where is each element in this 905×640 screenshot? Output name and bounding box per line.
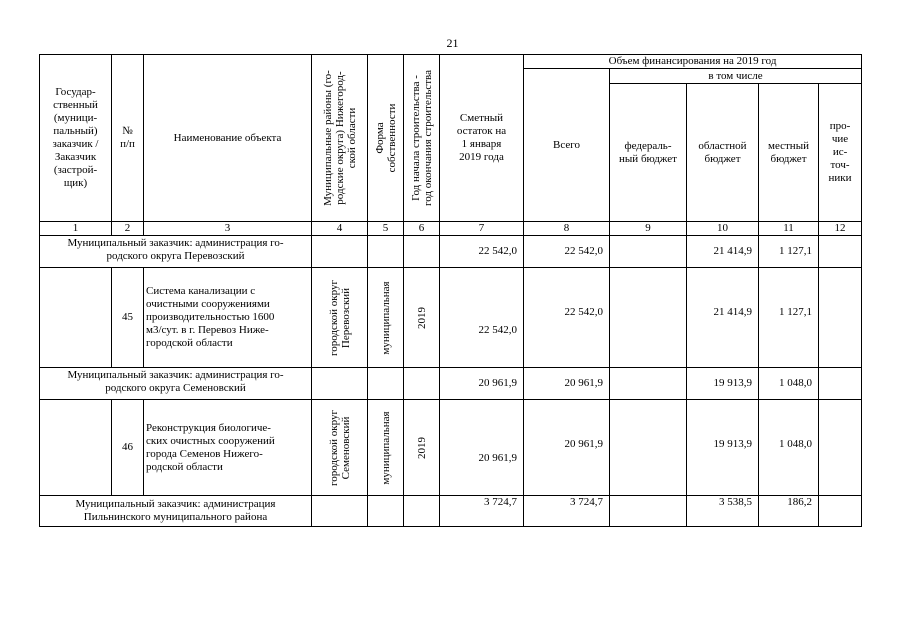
regional-cell: 21 414,9	[687, 268, 759, 368]
col-number: 1	[40, 222, 112, 236]
total-cell: 3 724,7	[524, 496, 610, 527]
customer-row	[40, 236, 862, 268]
other-cell	[819, 400, 862, 496]
object-ownership: муниципальная	[368, 400, 404, 496]
header-object-name: Наименование объекта	[144, 55, 312, 222]
header-other: про- чие ис- точ- ники	[819, 84, 862, 222]
total-cell: 20 961,9	[524, 368, 610, 400]
financing-table	[39, 54, 862, 527]
column-numbers-row	[40, 222, 862, 236]
local-cell: 1 048,0	[759, 368, 819, 400]
total-cell: 20 961,9	[524, 400, 610, 496]
object-name: Реконструкция биологиче- ских очистных сооружений города Семенов Нижего- родской области	[144, 400, 312, 496]
balance-cell: 22 542,0	[440, 236, 524, 268]
total-cell: 22 542,0	[524, 268, 610, 368]
header-ownership: Форма собственности	[368, 55, 404, 222]
balance-cell: 20 961,9	[440, 400, 524, 496]
col-number: 4	[312, 222, 368, 236]
customer-name: Муниципальный заказчик: администрация го- родского округа Перевозский	[40, 236, 312, 268]
other-cell	[819, 236, 862, 268]
header-including: в том числе	[610, 69, 862, 84]
local-cell: 1 048,0	[759, 400, 819, 496]
federal-cell	[610, 496, 687, 527]
federal-cell	[610, 368, 687, 400]
header-federal: федераль- ный бюджет	[610, 84, 687, 222]
object-district: городской округ Перевозский	[312, 268, 368, 368]
col-number: 10	[687, 222, 759, 236]
balance-cell: 3 724,7	[440, 496, 524, 527]
header-financing: Объем финансирования на 2019 год	[524, 55, 862, 69]
customer-name: Муниципальный заказчик: администрация Пильнинского муниципального района	[40, 496, 312, 527]
federal-cell	[610, 268, 687, 368]
total-cell: 22 542,0	[524, 236, 610, 268]
col-number: 11	[759, 222, 819, 236]
col-number: 8	[524, 222, 610, 236]
col-number: 7	[440, 222, 524, 236]
header-balance: Сметный остаток на 1 января 2019 года	[440, 55, 524, 222]
col-number: 5	[368, 222, 404, 236]
federal-cell	[610, 400, 687, 496]
object-row	[40, 268, 862, 368]
balance-cell: 22 542,0	[440, 268, 524, 368]
header-local: местный бюджет	[759, 84, 819, 222]
local-cell: 1 127,1	[759, 268, 819, 368]
other-cell	[819, 496, 862, 527]
object-num: 45	[112, 268, 144, 368]
other-cell	[819, 268, 862, 368]
customer-row	[40, 496, 862, 527]
federal-cell	[610, 236, 687, 268]
header-customer: Государ- ственный (муници- пальный) заказчик / Заказчик (застрой- щик)	[40, 55, 112, 222]
page-number: 21	[446, 36, 459, 50]
customer-name: Муниципальный заказчик: администрация го- родского округа Семеновский	[40, 368, 312, 400]
header-num: № п/п	[112, 55, 144, 222]
col-number: 9	[610, 222, 687, 236]
object-years: 2019	[404, 400, 440, 496]
regional-cell: 19 913,9	[687, 400, 759, 496]
col-number: 12	[819, 222, 862, 236]
regional-cell: 19 913,9	[687, 368, 759, 400]
balance-cell: 20 961,9	[440, 368, 524, 400]
header-total: Всего	[524, 69, 610, 222]
object-name: Система канализации с очистными сооружениями производительностью 1600 м3/сут. в г. Перевоз Ниже- городской области	[144, 268, 312, 368]
regional-cell: 3 538,5	[687, 496, 759, 527]
customer-row	[40, 368, 862, 400]
local-cell: 186,2	[759, 496, 819, 527]
object-num: 46	[112, 400, 144, 496]
col-number: 6	[404, 222, 440, 236]
regional-cell: 21 414,9	[687, 236, 759, 268]
object-years: 2019	[404, 268, 440, 368]
object-row	[40, 400, 862, 496]
col-number: 2	[112, 222, 144, 236]
header-districts: Муниципальные районы (го- родские округа) Нижегород- ской области	[312, 55, 368, 222]
object-ownership: муниципальная	[368, 268, 404, 368]
header-years: Год начала строительства - год окончания строительства	[404, 55, 440, 222]
header-regional: областной бюджет	[687, 84, 759, 222]
col-number: 3	[144, 222, 312, 236]
object-district: городской округ Семеновский	[312, 400, 368, 496]
other-cell	[819, 368, 862, 400]
local-cell: 1 127,1	[759, 236, 819, 268]
